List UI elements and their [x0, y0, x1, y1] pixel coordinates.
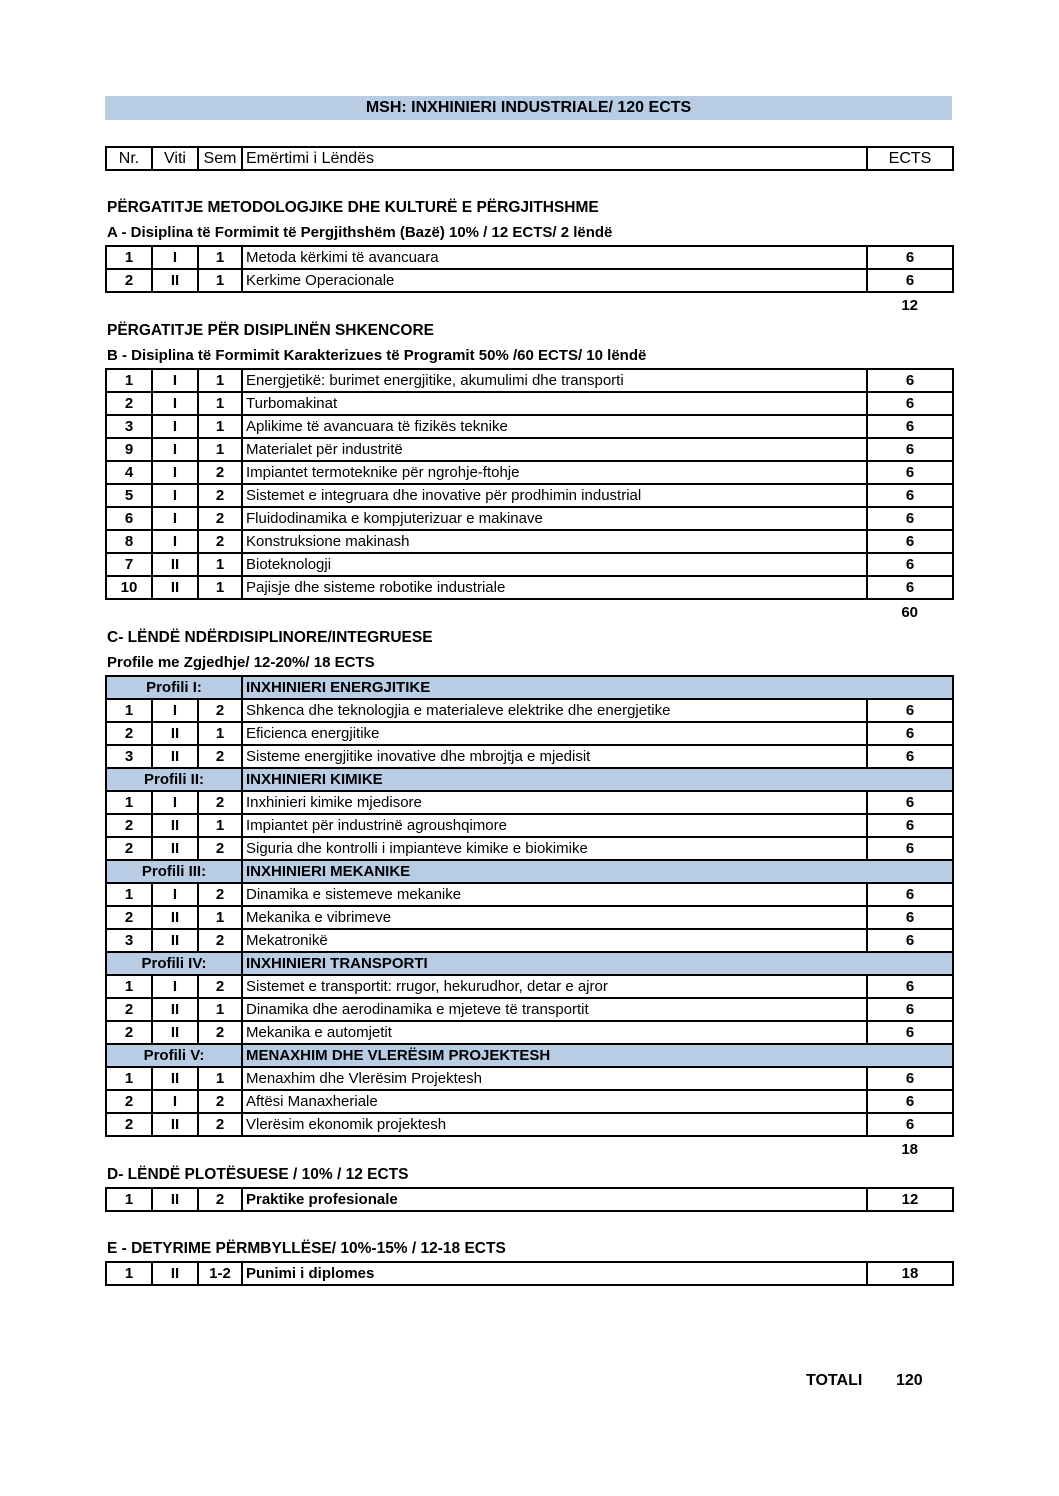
row-sem: 1 [198, 906, 242, 929]
row-ects: 6 [867, 553, 953, 576]
row-viti: I [152, 461, 198, 484]
row-viti: I [152, 975, 198, 998]
row-name: Shkenca dhe teknologjia e materialeve elektrike dhe energjetike [242, 699, 867, 722]
row-viti: II [152, 906, 198, 929]
row-nr: 1 [106, 883, 152, 906]
row-viti: II [152, 722, 198, 745]
row-name: Dinamika dhe aerodinamika e mjeteve të transportit [242, 998, 867, 1021]
row-name: Praktike profesionale [242, 1188, 867, 1211]
program-title: MSH: INXHINIERI INDUSTRIALE/ 120 ECTS [105, 96, 952, 120]
profile-header-row [106, 1044, 953, 1067]
row-ects: 6 [867, 1113, 953, 1136]
row-name: Bioteknologji [242, 553, 867, 576]
row-name: Siguria dhe kontrolli i impianteve kimike e biokimike [242, 837, 867, 860]
row-nr: 2 [106, 998, 152, 1021]
section-d-table [105, 1187, 954, 1212]
profile-label: Profili III: [106, 860, 242, 883]
row-nr: 3 [106, 929, 152, 952]
table-row [106, 415, 953, 438]
section-c-subheading: Profile me Zgjedhje/ 12-20%/ 18 ECTS [107, 654, 375, 671]
profile-label: Profili V: [106, 1044, 242, 1067]
row-name: Konstruksione makinash [242, 530, 867, 553]
table-row [106, 1188, 953, 1211]
profile-name: INXHINIERI KIMIKE [242, 768, 953, 791]
row-ects: 6 [867, 461, 953, 484]
row-viti: I [152, 246, 198, 269]
row-viti: I [152, 791, 198, 814]
row-sem: 1 [198, 722, 242, 745]
grand-total [806, 1372, 923, 1390]
row-viti: I [152, 392, 198, 415]
section-e-table [105, 1261, 954, 1286]
row-viti: I [152, 883, 198, 906]
row-viti: II [152, 553, 198, 576]
table-row [106, 722, 953, 745]
row-viti: I [152, 699, 198, 722]
table-row [106, 484, 953, 507]
row-nr: 6 [106, 507, 152, 530]
row-name: Menaxhim dhe Vlerësim Projektesh [242, 1067, 867, 1090]
curriculum-document [105, 96, 952, 1286]
table-row [106, 745, 953, 768]
row-nr: 2 [106, 1021, 152, 1044]
profile-header-row [106, 768, 953, 791]
row-viti: I [152, 1090, 198, 1113]
row-sem: 1 [198, 415, 242, 438]
row-ects: 6 [867, 507, 953, 530]
row-ects: 6 [867, 906, 953, 929]
row-sem: 2 [198, 484, 242, 507]
table-row [106, 392, 953, 415]
row-viti: II [152, 1021, 198, 1044]
section-d-heading: D- LËNDË PLOTËSUESE / 10% / 12 ECTS [107, 1166, 409, 1183]
row-name: Impiantet termoteknike për ngrohje-ftohje [242, 461, 867, 484]
table-row [106, 246, 953, 269]
row-nr: 8 [106, 530, 152, 553]
row-nr: 1 [106, 1188, 152, 1211]
row-sem: 2 [198, 1021, 242, 1044]
row-nr: 5 [106, 484, 152, 507]
row-name: Eficienca energjitike [242, 722, 867, 745]
row-viti: I [152, 438, 198, 461]
row-name: Punimi i diplomes [242, 1262, 867, 1285]
profile-label: Profili II: [106, 768, 242, 791]
row-nr: 3 [106, 745, 152, 768]
section-c-heading: C- LËNDË NDËRDISIPLINORE/INTEGRUESE [107, 629, 433, 646]
row-name: Kerkime Operacionale [242, 269, 867, 292]
row-name: Vlerësim ekonomik projektesh [242, 1113, 867, 1136]
row-sem: 2 [198, 1188, 242, 1211]
row-viti: I [152, 507, 198, 530]
row-nr: 1 [106, 246, 152, 269]
row-sem: 1 [198, 1067, 242, 1090]
header-ects: ECTS [867, 147, 953, 170]
table-row [106, 814, 953, 837]
table-row [106, 1067, 953, 1090]
row-sem: 2 [198, 837, 242, 860]
profile-name: INXHINIERI TRANSPORTI [242, 952, 953, 975]
row-ects: 6 [867, 369, 953, 392]
row-ects: 6 [867, 484, 953, 507]
row-nr: 1 [106, 791, 152, 814]
row-name: Mekatronikë [242, 929, 867, 952]
section-c-total: 18 [901, 1141, 918, 1158]
row-viti: II [152, 1113, 198, 1136]
row-ects: 6 [867, 699, 953, 722]
section-b-table [105, 368, 954, 600]
row-nr: 2 [106, 269, 152, 292]
table-row [106, 461, 953, 484]
row-ects: 6 [867, 883, 953, 906]
row-nr: 3 [106, 415, 152, 438]
row-viti: II [152, 837, 198, 860]
row-sem: 2 [198, 745, 242, 768]
row-name: Turbomakinat [242, 392, 867, 415]
row-ects: 18 [867, 1262, 953, 1285]
table-row [106, 998, 953, 1021]
header-emertimi: Emërtimi i Lëndës [242, 147, 867, 170]
row-ects: 6 [867, 246, 953, 269]
row-ects: 6 [867, 998, 953, 1021]
table-row [106, 1021, 953, 1044]
row-ects: 6 [867, 814, 953, 837]
table-row [106, 530, 953, 553]
row-viti: II [152, 1067, 198, 1090]
table-row [106, 576, 953, 599]
row-nr: 1 [106, 1067, 152, 1090]
total-label: TOTALI [806, 1372, 863, 1389]
row-name: Dinamika e sistemeve mekanike [242, 883, 867, 906]
profile-label: Profili IV: [106, 952, 242, 975]
header-viti: Viti [152, 147, 198, 170]
row-ects: 6 [867, 269, 953, 292]
row-name: Energjetikë: burimet energjitike, akumulimi dhe transporti [242, 369, 867, 392]
row-viti: II [152, 745, 198, 768]
row-name: Impiantet për industrinë agroushqimore [242, 814, 867, 837]
table-row [106, 269, 953, 292]
row-nr: 1 [106, 369, 152, 392]
row-ects: 6 [867, 1021, 953, 1044]
row-name: Pajisje dhe sisteme robotike industriale [242, 576, 867, 599]
row-ects: 6 [867, 722, 953, 745]
row-viti: I [152, 484, 198, 507]
row-viti: II [152, 929, 198, 952]
row-name: Mekanika e automjetit [242, 1021, 867, 1044]
row-sem: 2 [198, 1113, 242, 1136]
header-sem: Sem [198, 147, 242, 170]
table-row [106, 975, 953, 998]
section-e-heading: E - DETYRIME PËRMBYLLËSE/ 10%-15% / 12-18 ECTS [107, 1240, 506, 1257]
table-row [106, 837, 953, 860]
table-row [106, 1113, 953, 1136]
section-a-table [105, 245, 954, 293]
row-sem: 1 [198, 438, 242, 461]
table-row [106, 553, 953, 576]
row-name: Materialet për industritë [242, 438, 867, 461]
table-row [106, 507, 953, 530]
row-ects: 6 [867, 929, 953, 952]
row-nr: 2 [106, 722, 152, 745]
row-viti: II [152, 998, 198, 1021]
table-row [106, 438, 953, 461]
section-a-heading: PËRGATITJE METODOLOGJIKE DHE KULTURË E PËRGJITHSHME [107, 199, 599, 216]
profile-name: MENAXHIM DHE VLERËSIM PROJEKTESH [242, 1044, 953, 1067]
row-viti: II [152, 269, 198, 292]
row-name: Sistemet e transportit: rrugor, hekurudhor, detar e ajror [242, 975, 867, 998]
row-nr: 2 [106, 814, 152, 837]
row-viti: II [152, 814, 198, 837]
row-sem: 1 [198, 814, 242, 837]
table-row [106, 1262, 953, 1285]
row-name: Sisteme energjitike inovative dhe mbrojtja e mjedisit [242, 745, 867, 768]
table-row [106, 369, 953, 392]
row-sem: 2 [198, 461, 242, 484]
section-c-table [105, 675, 954, 1137]
row-ects: 6 [867, 837, 953, 860]
row-nr: 2 [106, 906, 152, 929]
column-header-row [106, 147, 953, 170]
row-nr: 4 [106, 461, 152, 484]
row-nr: 2 [106, 1113, 152, 1136]
section-b-subheading: B - Disiplina të Formimit Karakterizues të Programit 50% /60 ECTS/ 10 lëndë [107, 347, 647, 364]
row-sem: 2 [198, 1090, 242, 1113]
row-name: Sistemet e integruara dhe inovative për prodhimin industrial [242, 484, 867, 507]
row-viti: I [152, 530, 198, 553]
row-ects: 6 [867, 975, 953, 998]
row-sem: 1 [198, 269, 242, 292]
row-sem: 1 [198, 998, 242, 1021]
table-row [106, 883, 953, 906]
row-name: Fluidodinamika e kompjuterizuar e makinave [242, 507, 867, 530]
table-row [106, 906, 953, 929]
row-ects: 6 [867, 415, 953, 438]
row-nr: 7 [106, 553, 152, 576]
row-nr: 1 [106, 1262, 152, 1285]
row-sem: 1 [198, 246, 242, 269]
row-sem: 2 [198, 791, 242, 814]
row-nr: 2 [106, 837, 152, 860]
row-name: Aftësi Manaxheriale [242, 1090, 867, 1113]
section-b-total: 60 [901, 604, 918, 621]
row-ects: 6 [867, 576, 953, 599]
profile-name: INXHINIERI MEKANIKE [242, 860, 953, 883]
table-row [106, 791, 953, 814]
row-ects: 6 [867, 438, 953, 461]
row-sem: 2 [198, 699, 242, 722]
row-sem: 1-2 [198, 1262, 242, 1285]
section-a-total: 12 [901, 297, 918, 314]
row-viti: II [152, 1188, 198, 1211]
column-header-table [105, 146, 954, 171]
row-nr: 1 [106, 699, 152, 722]
row-sem: 1 [198, 369, 242, 392]
row-sem: 1 [198, 553, 242, 576]
row-ects: 6 [867, 1067, 953, 1090]
table-row [106, 1090, 953, 1113]
row-viti: I [152, 415, 198, 438]
header-nr: Nr. [106, 147, 152, 170]
table-row [106, 929, 953, 952]
row-sem: 2 [198, 883, 242, 906]
profile-label: Profili I: [106, 676, 242, 699]
total-value: 120 [896, 1372, 923, 1389]
row-viti: II [152, 1262, 198, 1285]
table-row [106, 699, 953, 722]
row-ects: 6 [867, 1090, 953, 1113]
profile-name: INXHINIERI ENERGJITIKE [242, 676, 953, 699]
row-name: Metoda kërkimi të avancuara [242, 246, 867, 269]
row-ects: 6 [867, 530, 953, 553]
row-ects: 6 [867, 392, 953, 415]
row-sem: 2 [198, 507, 242, 530]
row-sem: 1 [198, 392, 242, 415]
row-name: Mekanika e vibrimeve [242, 906, 867, 929]
row-name: Aplikime të avancuara të fizikës teknike [242, 415, 867, 438]
row-viti: I [152, 369, 198, 392]
row-ects: 6 [867, 791, 953, 814]
row-viti: II [152, 576, 198, 599]
row-ects: 12 [867, 1188, 953, 1211]
profile-header-row [106, 676, 953, 699]
row-sem: 1 [198, 576, 242, 599]
row-nr: 10 [106, 576, 152, 599]
row-sem: 2 [198, 975, 242, 998]
row-nr: 9 [106, 438, 152, 461]
row-nr: 1 [106, 975, 152, 998]
row-sem: 2 [198, 929, 242, 952]
row-name: Inxhinieri kimike mjedisore [242, 791, 867, 814]
row-ects: 6 [867, 745, 953, 768]
profile-header-row [106, 952, 953, 975]
profile-header-row [106, 860, 953, 883]
row-nr: 2 [106, 392, 152, 415]
section-a-subheading: A - Disiplina të Formimit të Pergjithshëm (Bazë) 10% / 12 ECTS/ 2 lëndë [107, 224, 613, 241]
row-nr: 2 [106, 1090, 152, 1113]
row-sem: 2 [198, 530, 242, 553]
section-b-heading: PËRGATITJE PËR DISIPLINËN SHKENCORE [107, 322, 434, 339]
